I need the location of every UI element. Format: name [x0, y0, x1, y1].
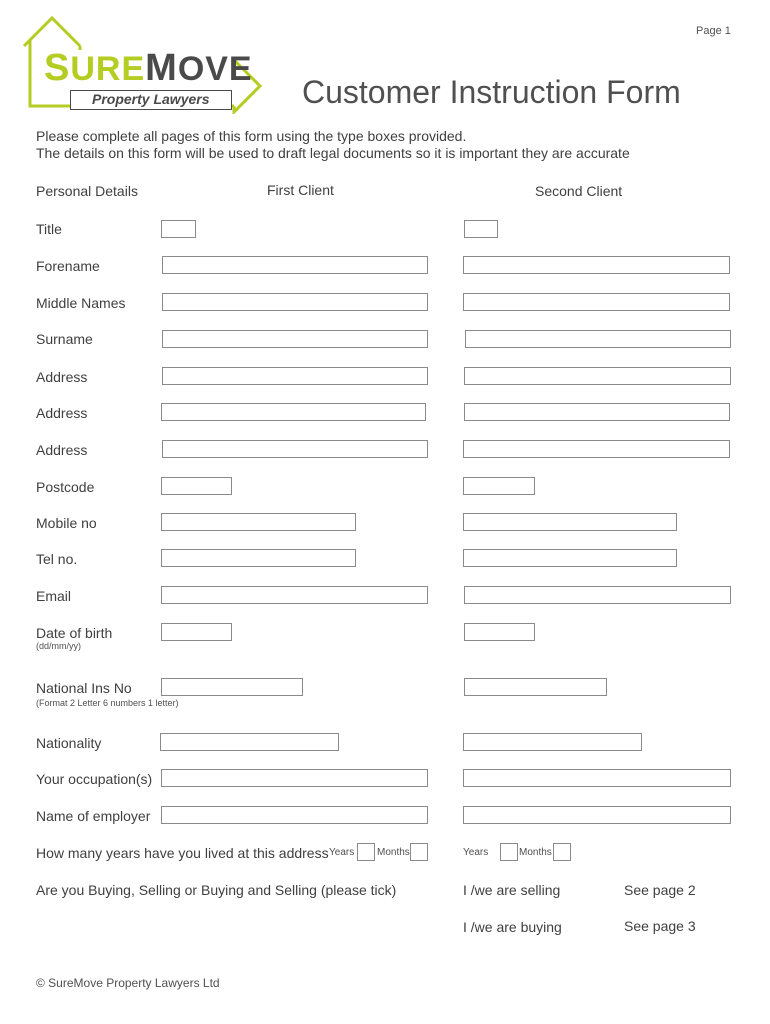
postcode-field-client2[interactable]	[463, 477, 535, 495]
mobile-field-client1[interactable]	[161, 513, 356, 531]
address-3-field-client1[interactable]	[162, 440, 428, 458]
nationality-label: Nationality	[36, 735, 102, 751]
first-client-heading: First Client	[267, 182, 334, 198]
years-label-client1: Years	[329, 847, 355, 858]
postcode-label: Postcode	[36, 479, 95, 495]
footer-copyright: © SureMove Property Lawyers Ltd	[36, 976, 220, 990]
second-client-heading: Second Client	[535, 183, 623, 199]
forename-field-client2[interactable]	[463, 256, 730, 274]
middle-names-field-client2[interactable]	[463, 293, 730, 311]
occupation-field-client1[interactable]	[161, 769, 428, 787]
dob-field-client2[interactable]	[464, 623, 535, 641]
address-1-field-client2[interactable]	[464, 367, 731, 385]
section-heading: Personal Details	[36, 183, 138, 199]
selling-page-ref: See page 2	[624, 882, 696, 898]
forename-label: Forename	[36, 258, 100, 274]
surname-field-client1[interactable]	[162, 330, 428, 348]
title-field-client1[interactable]	[161, 220, 196, 238]
intro-line-1: Please complete all pages of this form using the type boxes provided.	[36, 128, 467, 144]
months-field-client1[interactable]	[410, 843, 428, 861]
dob-field-client1[interactable]	[161, 623, 232, 641]
address-2-field-client1[interactable]	[161, 403, 426, 421]
intro-line-2: The details on this form will be used to draft legal documents so it is important they are accurate	[36, 145, 630, 161]
nationality-field-client2[interactable]	[463, 733, 642, 751]
address-2-label: Address	[36, 405, 88, 421]
buying-option[interactable]: I /we are buying	[463, 919, 562, 935]
mobile-label: Mobile no	[36, 515, 97, 531]
months-field-client2[interactable]	[553, 843, 571, 861]
buying-page-ref: See page 3	[624, 918, 696, 934]
postcode-field-client1[interactable]	[161, 477, 232, 495]
ni-label: National Ins No	[36, 680, 132, 696]
buying-selling-label: Are you Buying, Selling or Buying and Selling (please tick)	[36, 882, 397, 898]
tel-field-client1[interactable]	[161, 549, 356, 567]
email-field-client1[interactable]	[161, 586, 428, 604]
tel-label: Tel no.	[36, 551, 78, 567]
address-3-field-client2[interactable]	[463, 440, 730, 458]
logo-tagline: Property Lawyers	[92, 91, 210, 107]
company-logo	[22, 14, 267, 114]
years-label-client2: Years	[463, 847, 489, 858]
months-label-client1: Months	[377, 847, 410, 858]
ni-field-client2[interactable]	[464, 678, 607, 696]
title-label: Title	[36, 221, 62, 237]
logo-wordmark: SUREMOVE	[44, 47, 253, 89]
ni-field-client1[interactable]	[161, 678, 303, 696]
tel-field-client2[interactable]	[463, 549, 677, 567]
employer-field-client1[interactable]	[161, 806, 428, 824]
nationality-field-client1[interactable]	[160, 733, 339, 751]
email-field-client2[interactable]	[464, 586, 731, 604]
occupation-field-client2[interactable]	[463, 769, 731, 787]
years-field-client1[interactable]	[357, 843, 375, 861]
forename-field-client1[interactable]	[162, 256, 428, 274]
address-1-label: Address	[36, 369, 88, 385]
address-2-field-client2[interactable]	[464, 403, 730, 421]
middle-names-label: Middle Names	[36, 295, 126, 311]
middle-names-field-client1[interactable]	[162, 293, 428, 311]
occupation-label: Your occupation(s)	[36, 771, 153, 787]
page-title: Customer Instruction Form	[302, 74, 681, 110]
employer-field-client2[interactable]	[463, 806, 731, 824]
mobile-field-client2[interactable]	[463, 513, 677, 531]
years-lived-label: How many years have you lived at this address	[36, 845, 329, 861]
ni-hint: (Format 2 Letter 6 numbers 1 letter)	[36, 698, 179, 708]
years-field-client2[interactable]	[500, 843, 518, 861]
email-label: Email	[36, 588, 72, 604]
months-label-client2: Months	[519, 847, 552, 858]
selling-option[interactable]: I /we are selling	[463, 882, 561, 898]
address-1-field-client1[interactable]	[162, 367, 428, 385]
dob-hint: (dd/mm/yy)	[36, 641, 81, 651]
address-3-label: Address	[36, 442, 88, 458]
title-field-client2[interactable]	[464, 220, 498, 238]
surname-label: Surname	[36, 331, 93, 347]
employer-label: Name of employer	[36, 808, 151, 824]
dob-label: Date of birth	[36, 625, 113, 641]
page-number: Page 1	[696, 25, 731, 37]
surname-field-client2[interactable]	[465, 330, 731, 348]
